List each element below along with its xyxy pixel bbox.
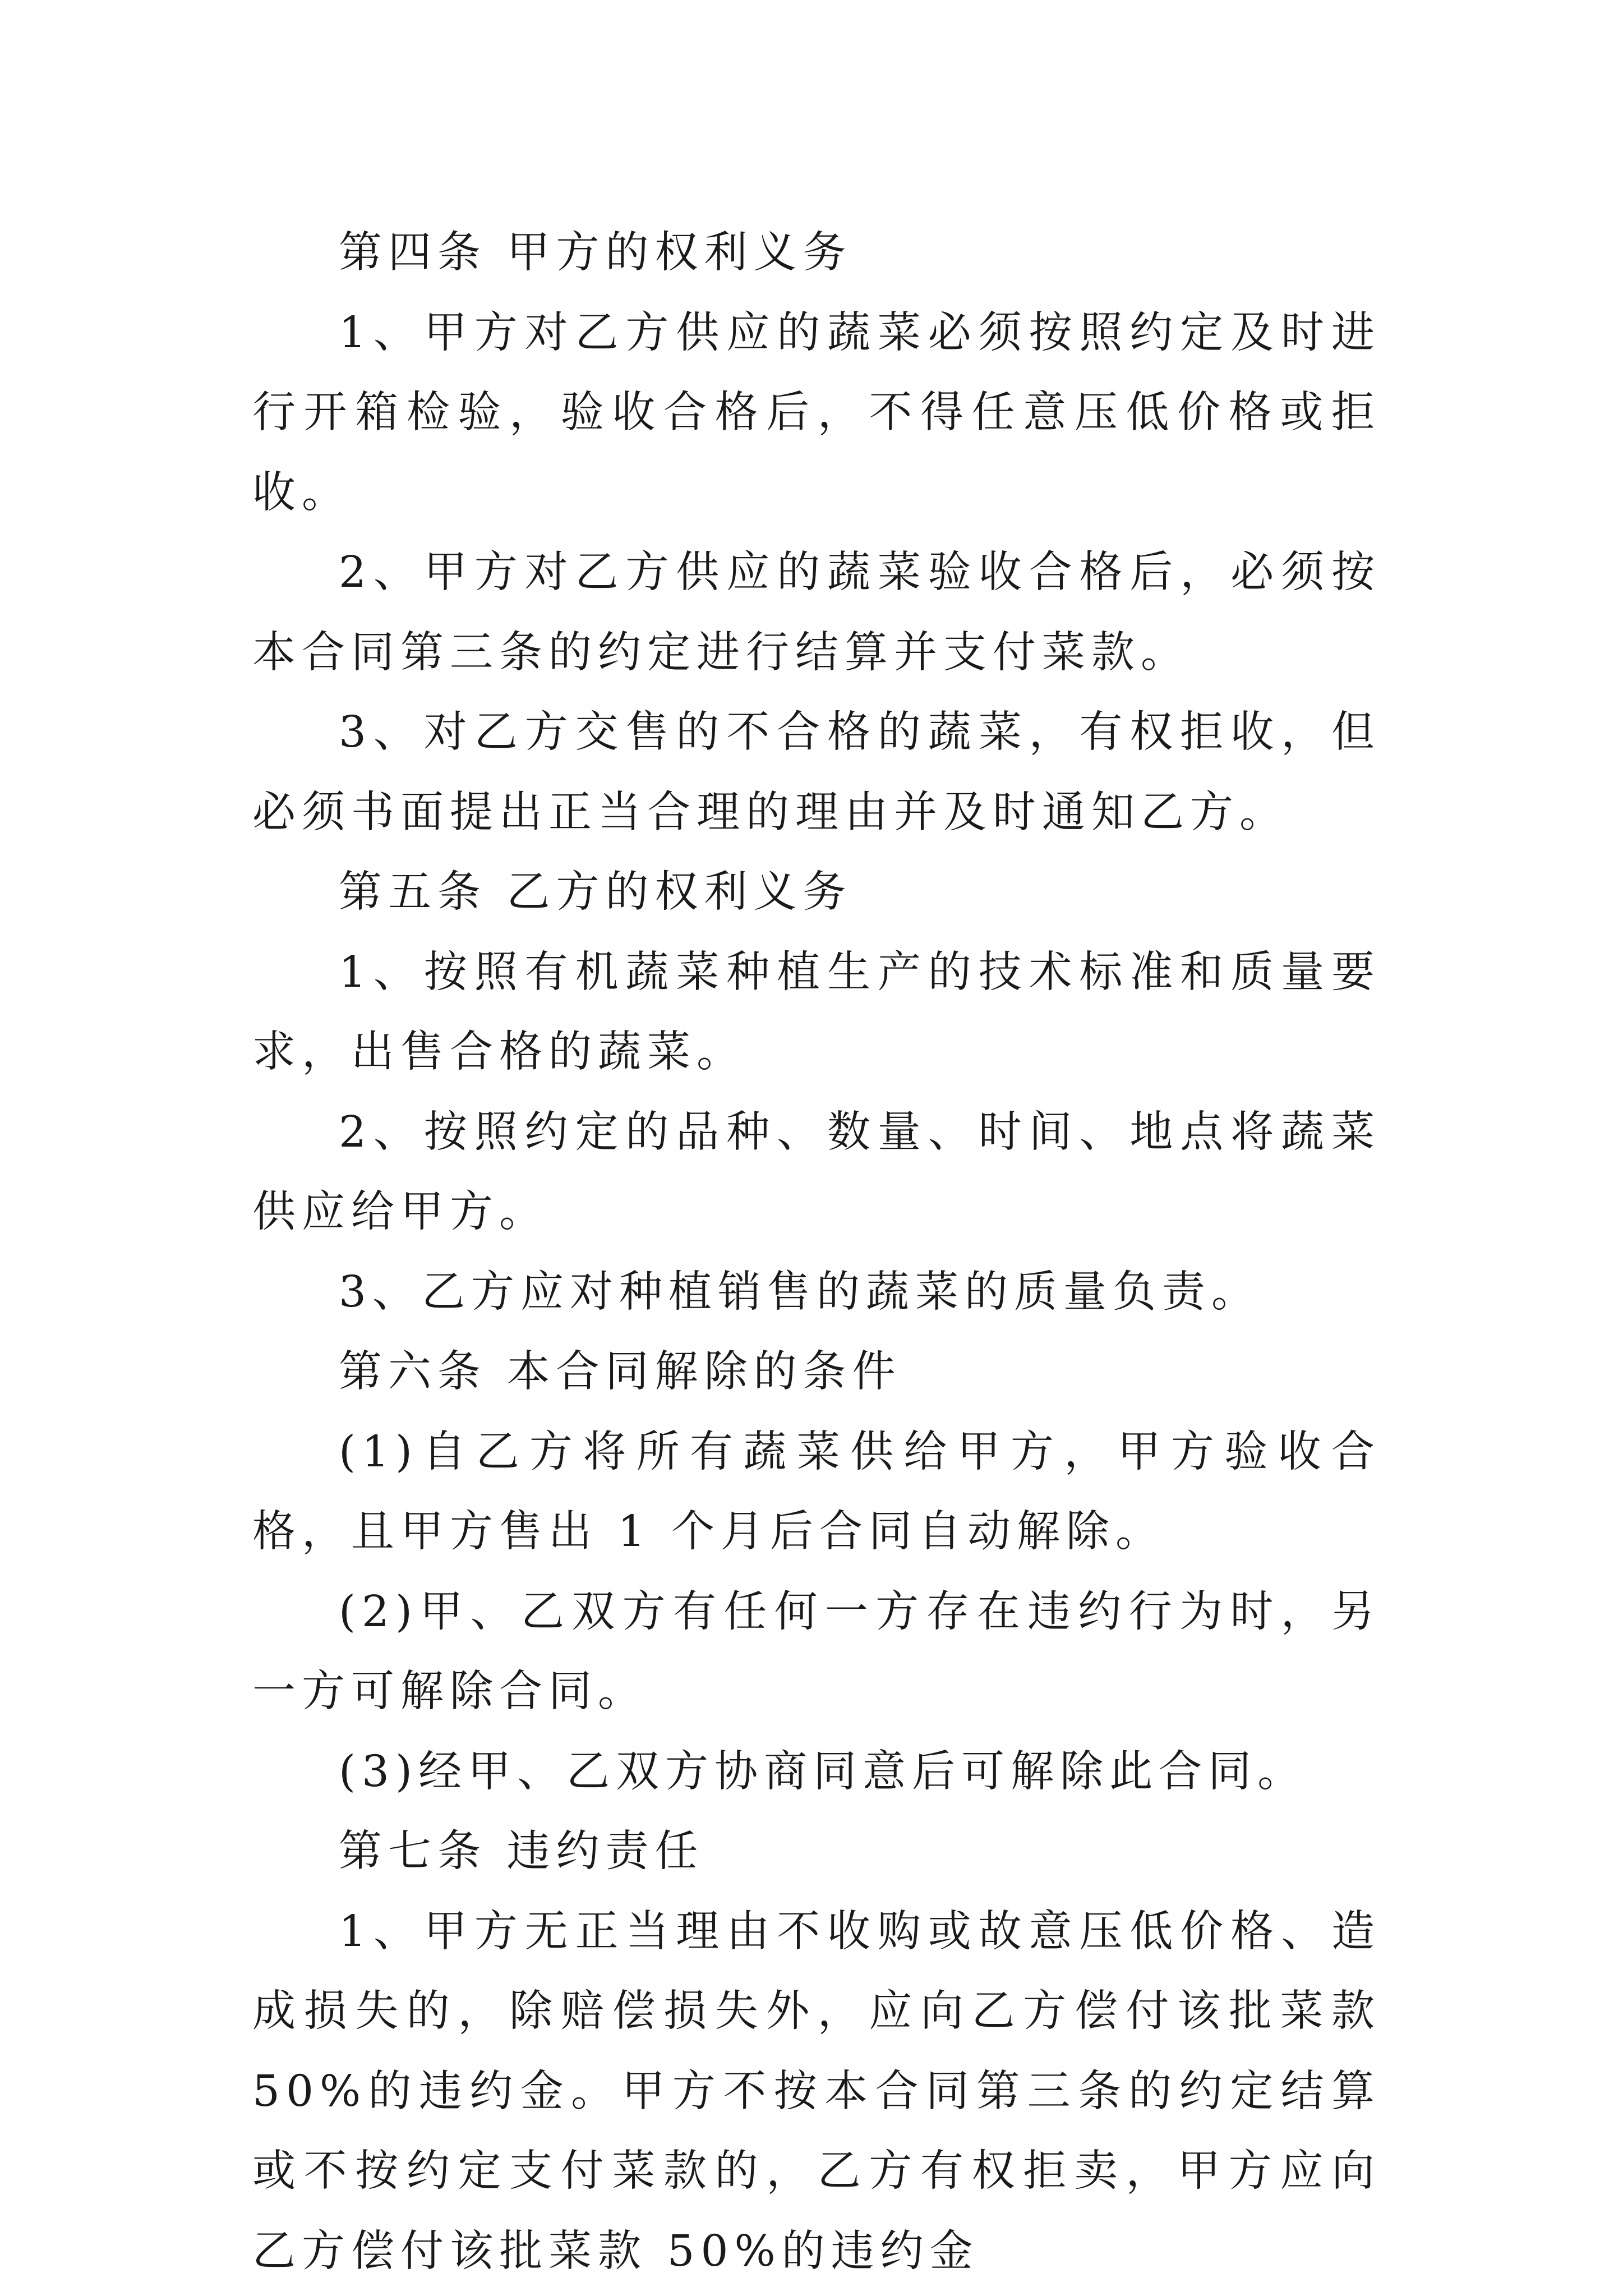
article-4-clause-3: 3、对乙方交售的不合格的蔬菜，有权拒收，但必须书面提出正当合理的理由并及时通知乙方。 — [252, 707, 1381, 838]
article-7-heading: 第七条 违约责任 — [339, 1826, 704, 1876]
article-6-heading: 第六条 本合同解除的条件 — [339, 1347, 902, 1397]
article-4-clause-2: 2、甲方对乙方供应的蔬菜验收合格后，必须按本合同第三条的约定进行结算并支付菜款。 — [252, 547, 1381, 678]
article-7-clause-1: 1、甲方无正当理由不收购或故意压低价格、造成损失的，除赔偿损失外，应向乙方偿付该批菜款 50%的违约金。甲方不按本合同第三条的约定结算或不按约定支付菜款的，乙方有权拒卖，甲方应向乙方偿付该批菜款 50%的违约金 — [252, 1906, 1381, 2276]
document-page — [252, 213, 1381, 2292]
article-5-clause-1: 1、按照有机蔬菜种植生产的技术标准和质量要求，出售合格的蔬菜。 — [252, 947, 1381, 1077]
article-6-clause-3: (3)经甲、乙双方协商同意后可解除此合同。 — [339, 1746, 1307, 1797]
article-4-heading: 第四条 甲方的权利义务 — [339, 228, 852, 278]
article-6-clause-2: (2)甲、乙双方有任何一方存在违约行为时，另一方可解除合同。 — [252, 1586, 1381, 1717]
article-4-clause-1: 1、甲方对乙方供应的蔬菜必须按照约定及时进行开箱检验，验收合格后，不得任意压低价格或拒收。 — [252, 307, 1381, 518]
article-5-clause-3: 3、乙方应对种植销售的蔬菜的质量负责。 — [339, 1267, 1261, 1317]
article-5-heading: 第五条 乙方的权利义务 — [339, 867, 852, 917]
article-5-clause-2: 2、按照约定的品种、数量、时间、地点将蔬菜供应给甲方。 — [252, 1107, 1381, 1237]
article-6-clause-1: (1)自乙方将所有蔬菜供给甲方，甲方验收合格，且甲方售出 1 个月后合同自动解除。 — [252, 1427, 1381, 1557]
